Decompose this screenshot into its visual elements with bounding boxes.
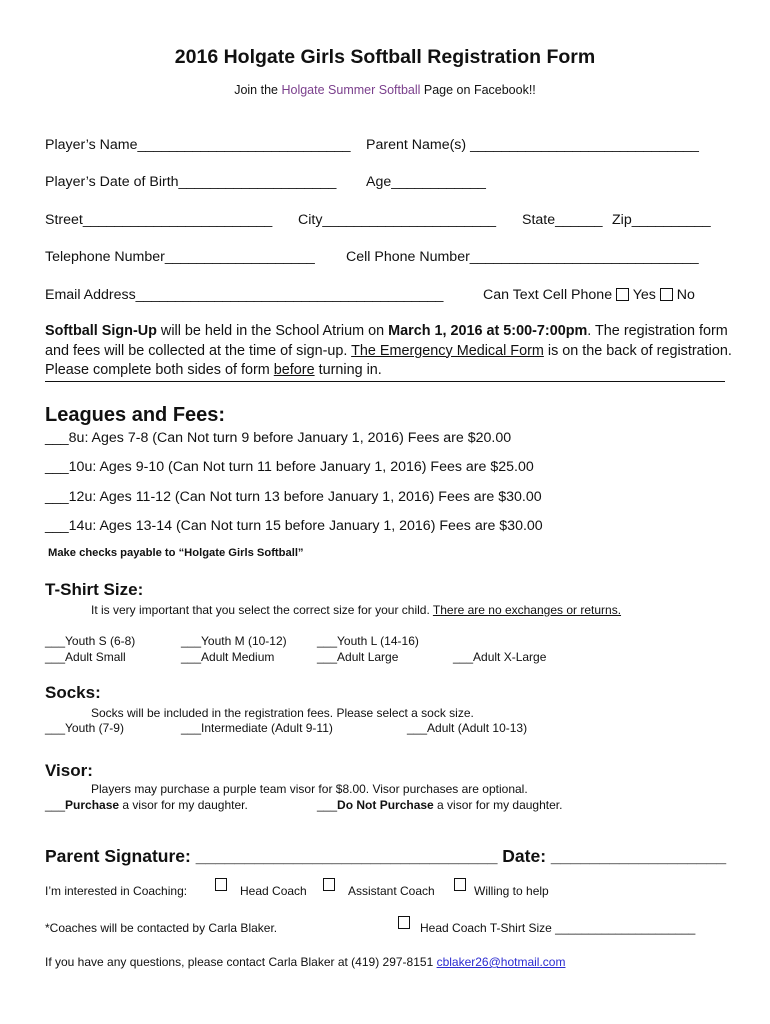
can-text-group <box>483 287 695 303</box>
socks-note: Socks will be included in the registration fees. Please select a sock size. <box>91 706 474 720</box>
league-8u[interactable]: ___8u: Ages 7-8 (Can Not turn 9 before January 1, 2016) Fees are $20.00 <box>45 430 512 446</box>
coaching-interest-label: I’m interested in Coaching: <box>45 884 188 898</box>
socks-youth-option[interactable]: ___Youth (7-9) <box>45 721 124 735</box>
state-field[interactable]: State______ <box>522 212 603 228</box>
street-field[interactable]: Street________________________ <box>45 212 273 228</box>
no-checkbox[interactable] <box>660 288 673 301</box>
visor-heading: Visor: <box>45 761 93 780</box>
socks-heading: Socks: <box>45 683 101 702</box>
tshirt-note <box>91 603 621 617</box>
visor-purchase-bold: Purchase <box>65 798 120 812</box>
tshirt-note-plain: It is very important that you select the correct size for your child. <box>91 603 433 617</box>
can-text-label: Can Text Cell Phone <box>483 287 613 303</box>
adult-xl-option[interactable]: ___Adult X-Large <box>453 650 547 664</box>
visor-no-purchase-bold: Do Not Purchase <box>337 798 434 812</box>
head-coach-tshirt-checkbox[interactable] <box>398 916 410 929</box>
players-name-field[interactable]: Player’s Name___________________________ <box>45 137 351 153</box>
visor-no-purchase-option[interactable] <box>317 798 562 812</box>
parent-signature-field[interactable]: Parent Signature: _______________________________ Date: __________________ <box>45 846 727 866</box>
socks-adult-option[interactable]: ___Adult (Adult 10-13) <box>407 721 528 735</box>
signup-text-3: is on the back of registration. Please complete both sides of form <box>45 342 732 378</box>
league-12u[interactable]: ___12u: Ages 11-12 (Can Not turn 13 before January 1, 2016) Fees are $30.00 <box>45 489 542 505</box>
questions-contact <box>45 955 565 969</box>
emergency-form-note: The Emergency Medical Form <box>351 342 544 359</box>
signup-paragraph <box>45 322 735 381</box>
facebook-note-before: Join the <box>234 83 282 97</box>
adult-small-option[interactable]: ___Adult Small <box>45 650 126 664</box>
leagues-heading: Leagues and Fees: <box>45 404 226 426</box>
willing-to-help-checkbox[interactable] <box>454 878 466 891</box>
signup-lead: Softball Sign-Up <box>45 323 157 339</box>
youth-l-option[interactable]: ___Youth L (14-16) <box>317 634 419 648</box>
league-14u[interactable]: ___14u: Ages 13-14 (Can Not turn 15 before January 1, 2016) Fees are $30.00 <box>45 518 543 534</box>
league-10u[interactable]: ___10u: Ages 9-10 (Can Not turn 11 before January 1, 2016) Fees are $25.00 <box>45 459 534 475</box>
adult-medium-option[interactable]: ___Adult Medium <box>181 650 275 664</box>
adult-large-option[interactable]: ___Adult Large <box>317 650 399 664</box>
signup-text-4: turning in. <box>314 362 382 378</box>
signup-text-1: will be held in the School Atrium on <box>156 323 389 339</box>
head-coach-tshirt-size-field[interactable]: Head Coach T-Shirt Size _____________________ <box>420 921 696 935</box>
age-field[interactable]: Age____________ <box>366 174 486 190</box>
youth-s-option[interactable]: ___Youth S (6-8) <box>45 634 136 648</box>
visor-purchase-option[interactable] <box>45 798 248 812</box>
socks-intermediate-option[interactable]: ___Intermediate (Adult 9-11) <box>181 721 333 735</box>
visor-purchase-blank: ___ <box>45 798 66 812</box>
section-divider <box>45 381 725 382</box>
visor-purchase-rest: a visor for my daughter. <box>119 798 248 812</box>
city-field[interactable]: City______________________ <box>298 212 497 228</box>
willing-to-help-label: Willing to help <box>474 884 549 898</box>
assistant-coach-label: Assistant Coach <box>348 884 435 898</box>
parent-names-field[interactable]: Parent Name(s) _____________________________ <box>366 137 699 153</box>
signup-date: March 1, 2016 at 5:00-7:00pm <box>388 323 588 339</box>
visor-no-purchase-blank: ___ <box>317 798 338 812</box>
cell-phone-field[interactable]: Cell Phone Number_____________________________ <box>346 249 699 265</box>
signup-text-2: . The registration form and fees will be collected at the time of sign-up. <box>45 323 728 359</box>
checks-payable-note: Make checks payable to “Holgate Girls Softball” <box>48 547 304 559</box>
date-of-birth-field[interactable]: Player’s Date of Birth____________________ <box>45 174 337 190</box>
contact-email-link[interactable]: cblaker26@hotmail.com <box>436 955 566 969</box>
before-word: before <box>273 362 315 378</box>
facebook-page-link[interactable]: Holgate Summer Softball <box>281 83 421 97</box>
head-coach-label: Head Coach <box>240 884 307 898</box>
form-title: 2016 Holgate Girls Softball Registration Form <box>174 46 596 68</box>
no-exchanges-note: There are no exchanges or returns. <box>432 603 622 617</box>
questions-text: If you have any questions, please contact Carla Blaker at (419) 297-8151 <box>45 955 437 969</box>
head-coach-checkbox[interactable] <box>215 878 227 891</box>
assistant-coach-checkbox[interactable] <box>323 878 335 891</box>
youth-m-option[interactable]: ___Youth M (10-12) <box>181 634 287 648</box>
coaches-contact-note: *Coaches will be contacted by Carla Blaker. <box>45 921 278 935</box>
visor-no-purchase-rest: a visor for my daughter. <box>433 798 563 812</box>
no-label: No <box>676 287 695 303</box>
email-field[interactable]: Email Address_______________________________________ <box>45 287 444 303</box>
facebook-note-after: Page on Facebook!! <box>420 83 536 97</box>
zip-field[interactable]: Zip__________ <box>612 212 711 228</box>
telephone-field[interactable]: Telephone Number___________________ <box>45 249 315 265</box>
visor-note: Players may purchase a purple team visor for $8.00. Visor purchases are optional. <box>91 782 528 796</box>
yes-label: Yes <box>632 287 656 303</box>
facebook-note <box>0 83 770 97</box>
yes-checkbox[interactable] <box>616 288 629 301</box>
tshirt-heading: T-Shirt Size: <box>45 580 144 599</box>
